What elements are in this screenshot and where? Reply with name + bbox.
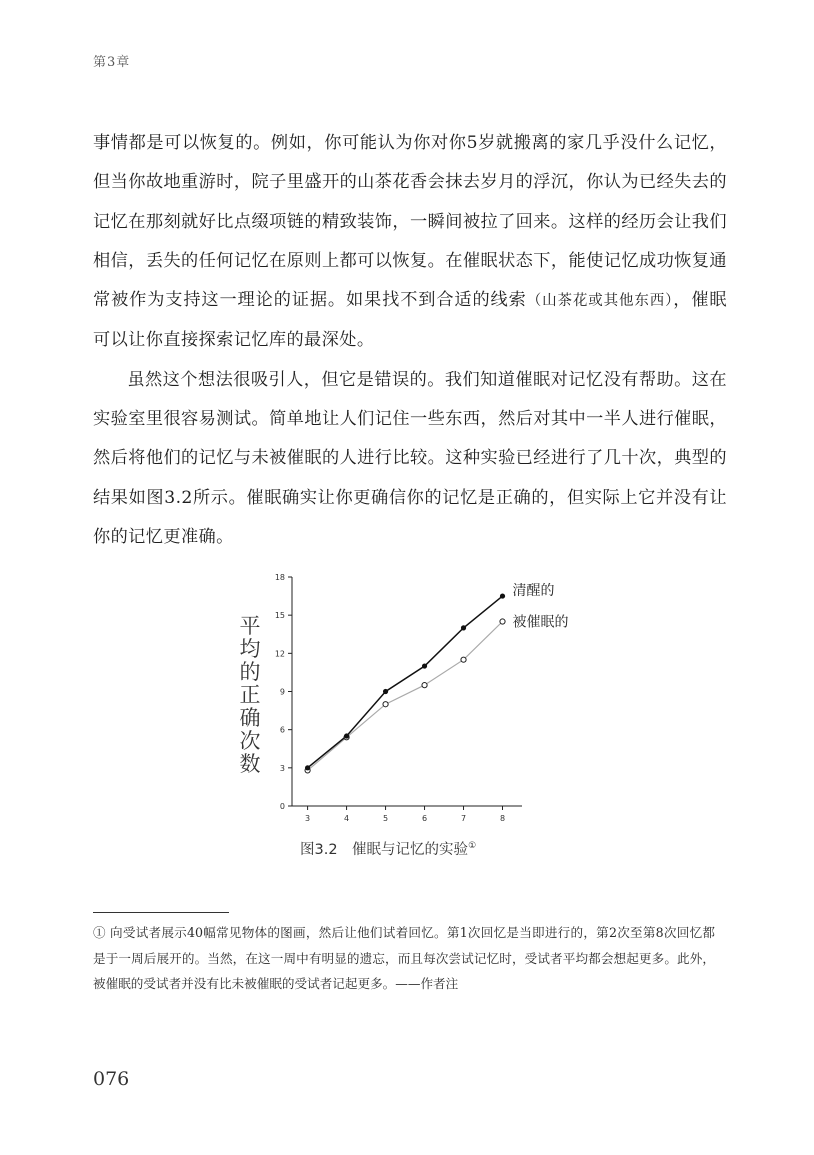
data-point-hypnotized	[422, 683, 427, 688]
x-tick-label: 6	[421, 814, 428, 823]
y-tick-label: 12	[274, 649, 285, 659]
x-tick-label: 8	[499, 814, 506, 823]
data-point-hypnotized	[500, 619, 505, 624]
data-point-awake	[422, 663, 427, 668]
figure-caption-text: 图3.2 催眠与记忆的实验	[300, 842, 469, 858]
y-tick-label: 0	[279, 802, 285, 811]
y-axis-label: 平均的正确次数	[239, 614, 261, 776]
footnote-rule	[93, 912, 229, 913]
x-tick-label: 4	[344, 814, 350, 823]
y-tick-label: 18	[274, 573, 285, 582]
series-line-awake	[308, 596, 503, 768]
series-label-awake: 清醒的	[512, 583, 555, 600]
data-point-awake	[383, 689, 388, 694]
data-point-awake	[305, 765, 310, 770]
data-point-awake	[461, 625, 466, 630]
x-tick-label: 5	[383, 814, 389, 823]
memory-chart	[234, 565, 594, 835]
data-point-hypnotized	[461, 657, 466, 662]
footnote	[93, 920, 715, 997]
data-point-awake	[344, 733, 349, 738]
y-tick-label: 6	[279, 725, 285, 735]
figure-3-2	[234, 565, 594, 865]
paragraph-1-text: 事情都是可以恢复的。例如，你可能认为你对你5岁就搬离的家几乎没什么记忆，但当你故地重游时，院子里盛开的山茶花香会抹去岁月的浮沉，你认为已经失去的记忆在那刻就好比点缀项链的精致装饰，一瞬间被拉了回来。这样的经历会让我们相信，丢失的任何记忆在原则上都可以恢复。在催眠状态下，能使记忆成功恢复通常被作为支持这一理论的证据。如果找不到合适的线索	[93, 133, 727, 311]
series-line-hypnotized	[308, 622, 503, 771]
paragraph-1-parenthetical: （山茶花或其他东西）	[526, 293, 674, 310]
paragraph-1	[93, 124, 727, 361]
x-tick-label: 3	[305, 814, 311, 823]
y-tick-label: 15	[274, 611, 285, 621]
y-tick-label: 9	[279, 687, 285, 697]
paragraph-1-end: ，催眠可以让你直接探索记忆库的最深处。	[93, 290, 727, 351]
data-point-hypnotized	[383, 702, 388, 707]
footnote-text: ① 向受试者展示40幅常见物体的图画，然后让他们试着回忆。第1次回忆是当即进行的，第2次至第8次回忆都是于一周后展开的。当然，在这一周中有明显的遗忘，而且每次尝试记忆时，受试者平均都会想起更多。此外，被催眠的受试者并没有比未被催眠的受试者记起更多。——作者注	[93, 925, 715, 992]
series-label-hypnotized: 被催眠的	[512, 614, 569, 631]
paragraph-2: 虽然这个想法很吸引人，但它是错误的。我们知道催眠对记忆没有帮助。这在实验室里很容易测试。简单地让人们记住一些东西，然后对其中一半人进行催眠，然后将他们的记忆与未被催眠的人进行比较。这种实验已经进行了几十次，典型的结果如图3.2所示。催眠确实让你更确信你的记忆是正确的，但实际上它并没有让你的记忆更准确。	[93, 369, 727, 547]
body-text	[93, 124, 727, 557]
figure-caption	[300, 838, 476, 859]
footnote-marker: ①	[468, 841, 477, 852]
data-point-awake	[500, 593, 505, 598]
page-number: 076	[93, 1068, 130, 1090]
x-tick-label: 7	[460, 814, 467, 823]
y-tick-label: 3	[279, 763, 285, 773]
chapter-header: 第3章	[93, 55, 131, 70]
